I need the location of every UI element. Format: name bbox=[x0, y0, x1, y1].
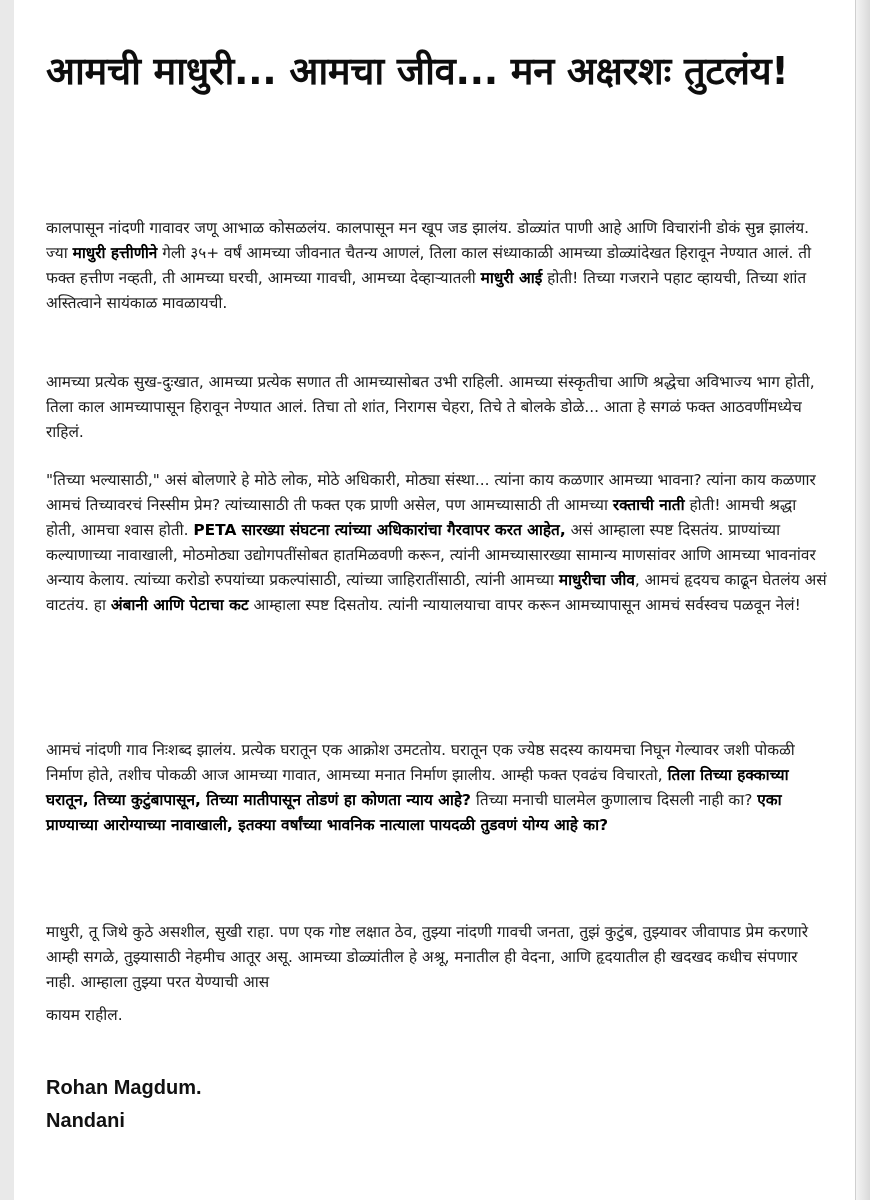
closing-last-line: कायम राहील. bbox=[46, 1006, 123, 1024]
paragraph-1 bbox=[46, 216, 830, 316]
article bbox=[46, 40, 830, 1132]
page-edge bbox=[855, 0, 870, 1200]
paragraph-3 bbox=[46, 468, 830, 618]
paragraph-4 bbox=[46, 738, 830, 838]
text-run: आमच्या प्रत्येक सुख-दुःखात, आमच्या प्रत्येक सणात ती आमच्यासोबत उभी राहिली. आमच्या संस्कृतीचा आणि श्रद्धेचा अविभाज्य भाग होती, तिला काल आमच्यापासून हिरावून नेण्यात आलं. तिचा तो शांत, निरागस चेहरा, तिचे ते बोलके डोळे... आता हे सगळं फक्त आठवणींमध्येच राहिलं. bbox=[46, 373, 815, 441]
text-run: होती! आमची श्रद्धा होती, आमचा श्वास होती. bbox=[46, 496, 797, 539]
document-page bbox=[14, 0, 856, 1200]
signature-name: Rohan Magdum. bbox=[46, 1077, 202, 1099]
closing-text: माधुरी, तू जिथे कुठे असशील, सुखी राहा. पण एक गोष्ट लक्षात ठेव, तुझ्या नांदणी गावची जनता, तुझं कुटुंब, तुझ्यावर जीवापाड प्रेम करणारे आम्ही सगळे, तुझ्यासाठी नेहमीच आतूर असू. आमच्या डोळ्यांतील हे अश्रू, मनातील ही वेदना, आणि हृदयातील ही खदखद कधीच संपणार नाही. आम्हाला तुझ्या परत येण्याची आस bbox=[46, 923, 809, 991]
bold-phrase: माधुरी आई bbox=[480, 269, 543, 287]
closing-paragraph bbox=[46, 920, 830, 1028]
text-run: आमचं नांदणी गाव निःशब्द झालंय. प्रत्येक घरातून एक आक्रोश उमटतोय. घरातून एक ज्येष्ठ सदस्य कायमचा निघून गेल्यावर जशी पोकळी निर्माण होते, तशीच पोकळी आज आमच्या गावात, आमच्या मनात निर्माण झालीय. आम्ही फक्त एवढंच विचारतो, bbox=[46, 741, 795, 784]
text-run: आम्हाला स्पष्ट दिसतोय. त्यांनी न्यायालयाचा वापर करून आमच्यापासून आमचं सर्वस्वच पळवून नेलं! bbox=[248, 596, 801, 614]
article-title: आमची माधुरी... आमचा जीव... मन अक्षरशः तुटलंय! bbox=[46, 49, 789, 93]
bold-phrase: एका प्राण्याच्या आरोग्याच्या नावाखाली, इतक्या वर्षांच्या भावनिक नात्याला पायदळी तुडवणं योग्य आहे का? bbox=[46, 791, 782, 834]
text-run: तिच्या मनाची घालमेल कुणालाच दिसली नाही का? bbox=[470, 791, 758, 809]
text-run: , आमचं हृदयच काढून घेतलंय असं वाटतंय. हा bbox=[46, 571, 827, 614]
bold-phrase: अंबानी आणि पेटाचा कट bbox=[110, 596, 249, 614]
paragraph-2 bbox=[46, 370, 830, 445]
text-run: गेली ३५+ वर्षं आमच्या जीवनात चैतन्य आणलं, तिला काल संध्याकाळी आमच्या डोळ्यांदेखत हिरावून नेण्यात आलं. ती फक्त हत्तीण नव्हती, ती आमच्या घरची, आमच्या गावची, आमच्या देव्हाऱ्यातली bbox=[46, 244, 812, 287]
bold-phrase: माधुरी हत्तीणीने bbox=[72, 244, 158, 262]
bold-phrase: माधुरीचा जीव bbox=[558, 571, 635, 589]
text-run: असं आम्हाला स्पष्ट दिसतंय. प्राण्यांच्या कल्याणाच्या नावाखाली, मोठमोठ्या उद्योगपतींसोबत हातमिळवणी करून, त्यांनी आमच्यासारख्या सामान्य माणसांवर आणि आमच्या भावनांवर अन्याय केलाय. त्यांच्या करोडो रुपयांच्या प्रकल्पांसाठी, त्यांच्या जाहिरातींसाठी, त्यांनी आमच्या bbox=[46, 521, 816, 589]
bold-phrase: PETA सारख्या संघटना त्यांच्या अधिकारांचा गैरवापर करत आहेत, bbox=[193, 521, 566, 539]
text-run: कालपासून नांदणी गावावर जणू आभाळ कोसळलंय. कालपासून मन खूप जड झालंय. डोळ्यांत पाणी आहे आणि विचारांनी डोकं सुन्न झालंय. ज्या bbox=[46, 219, 810, 262]
bold-phrase: रक्ताची नाती bbox=[612, 496, 685, 514]
signature-block bbox=[46, 1072, 202, 1138]
signature-place: Nandani bbox=[46, 1110, 125, 1132]
text-run: "तिच्या भल्यासाठी," असं बोलणारे हे मोठे लोक, मोठे अधिकारी, मोठ्या संस्था... त्यांना काय कळणार आमच्या भावना? त्यांना काय कळणार आमचं तिच्यावरचं निस्सीम प्रेम? त्यांच्यासाठी ती फक्त एक प्राणी असेल, पण आमच्यासाठी ती आमच्या bbox=[46, 471, 816, 514]
text-run: होती! तिच्या गजराने पहाट व्हायची, तिच्या शांत अस्तित्वाने सायंकाळ मावळायची. bbox=[46, 269, 807, 312]
bold-phrase: तिला तिच्या हक्काच्या घरातून, तिच्या कुटुंबापासून, तिच्या मातीपासून तोडणं हा कोणता न्याय आहे? bbox=[46, 766, 789, 809]
